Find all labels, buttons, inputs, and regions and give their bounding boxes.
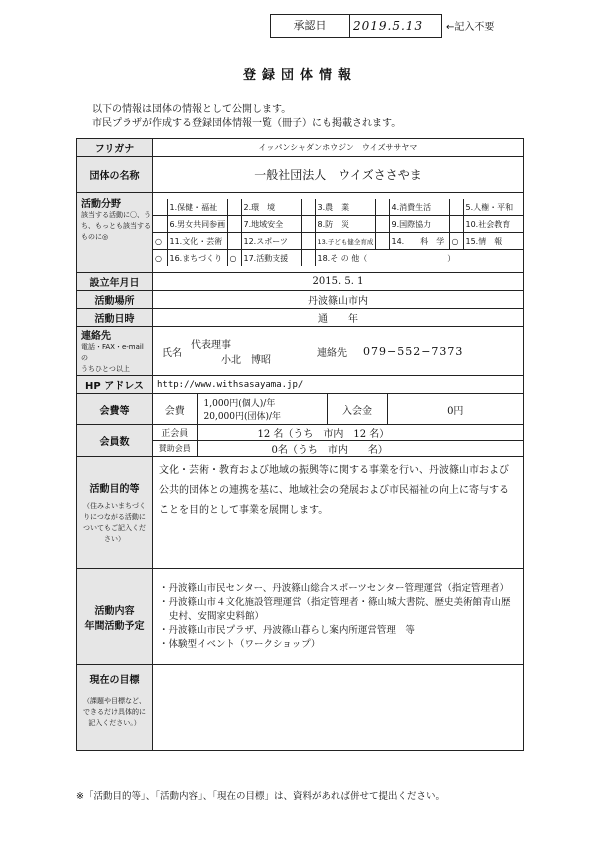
field-item: 2.環 境 <box>241 199 301 216</box>
founded-label: 設立年月日 <box>77 273 153 291</box>
contact-role: 代表理事 <box>191 340 231 351</box>
field-item: 12.スポーツ <box>241 233 301 250</box>
field-mark <box>449 216 463 233</box>
contact-label: 連絡先 <box>81 331 111 342</box>
activity-item: ・丹波篠山市民プラザ、丹波篠山暮らし案内所運営管理 等 <box>159 624 415 636</box>
intro-line-1: 以下の情報は団体の情報として公開します。 <box>92 104 292 115</box>
intro-line-2: 市民プラザが作成する登録団体情報一覧（冊子）にも掲載されます。 <box>92 118 402 129</box>
hp-value[interactable]: http://www.withsasayama.jp/ <box>153 376 524 394</box>
field-item: 14. 科 学 <box>389 233 449 250</box>
field-item: 10.社会教育 <box>463 216 523 233</box>
field-mark <box>301 233 315 250</box>
entry-fee-value: 0円 <box>447 405 464 417</box>
approval-note: ←記入不要 <box>446 22 495 33</box>
fee-line-1: 1,000円(個人)/年 <box>203 399 276 409</box>
activities-list <box>153 580 523 654</box>
founded-value: 2015. 5. 1 <box>153 273 524 291</box>
field-mark <box>153 199 167 216</box>
footnote: ※「活動目的等」、「活動内容」、「現在の目標」は、資料があれば併せて提出ください。 <box>76 791 445 802</box>
fee-line-2: 20,000円(団体)/年 <box>203 412 282 422</box>
field-mark <box>227 199 241 216</box>
field-item: 7.地域安全 <box>241 216 301 233</box>
field-item: 3.農 業 <box>315 199 375 216</box>
name-label: 団体の名称 <box>77 157 153 193</box>
purpose-note: （住みよいまちづくりにつながる活動についてもご記入ください） <box>83 502 146 543</box>
field-mark: ○ <box>153 233 167 250</box>
schedule-value: 通 年 <box>153 309 524 327</box>
goal-note: （課題や目標など、できるだけ具体的に記入ください。） <box>83 697 146 727</box>
furigana-value: イッパンシャダンホウジン ウイズササヤマ <box>153 139 524 157</box>
field-item: 15.情 報 <box>463 233 523 250</box>
activity-item: ・丹波篠山市４文化施設管理運営（指定管理者・篠山城大書院、歴史美術館青山歴史村、安間家史料館） <box>159 596 511 622</box>
activity-item: ・体験型イベント（ワークショップ） <box>159 638 321 650</box>
field-item: 16.まちづくり <box>167 250 227 267</box>
contact-tel-label: 連絡先 <box>317 347 347 359</box>
approval-label: 承認日 <box>271 15 350 37</box>
hp-label: HP アドレス <box>77 376 153 394</box>
regular-member-label: 正会員 <box>153 425 197 441</box>
page-title: 登録団体情報 <box>242 68 357 83</box>
contact-name-label: 氏名 <box>162 347 182 359</box>
entry-fee-label: 入会金 <box>327 394 387 424</box>
field-mark <box>153 216 167 233</box>
name-value: 一般社団法人 ウイズささやま <box>153 157 524 193</box>
regular-member-value: 12 名（うち 市内 12 名） <box>197 425 523 441</box>
support-member-label: 賛助会員 <box>153 441 197 457</box>
field-item: 1.保健・福祉 <box>167 199 227 216</box>
field-item: 5.人権・平和 <box>463 199 523 216</box>
approval-date: 2019.5.13 <box>353 19 424 33</box>
field-item: 13.子ども健全育成 <box>315 233 375 250</box>
registration-form <box>76 138 524 751</box>
field-item: 9.国際協力 <box>389 216 449 233</box>
contact-note-1: 電話・FAX・e-mail の <box>81 343 144 362</box>
contact-person: 小北 博昭 <box>221 355 271 366</box>
field-mark <box>301 199 315 216</box>
fields-label: 活動分野 <box>81 199 121 210</box>
approval-box <box>270 14 442 38</box>
contact-tel: 079−552−7373 <box>363 344 464 358</box>
field-mark: ○ <box>449 233 463 250</box>
activity-fields-grid <box>153 199 523 266</box>
activities-label-2: 年間活動予定 <box>84 620 145 632</box>
place-label: 活動場所 <box>77 291 153 309</box>
schedule-label: 活動日時 <box>77 309 153 327</box>
contact-note-2: うちひとつ以上 <box>81 365 130 373</box>
field-item: 4.消費生活 <box>389 199 449 216</box>
field-mark <box>375 233 389 250</box>
fee-label: 会費等 <box>77 394 153 425</box>
field-item: 8.防 災 <box>315 216 375 233</box>
fee-sub-label: 会費 <box>153 394 197 424</box>
activities-label-1: 活動内容 <box>94 605 135 617</box>
purpose-label: 活動目的等 <box>89 484 140 495</box>
field-mark <box>375 199 389 216</box>
support-member-value: 0名（うち 市内 名） <box>271 445 388 456</box>
field-mark <box>227 216 241 233</box>
place-value: 丹波篠山市内 <box>153 291 524 309</box>
field-mark <box>301 216 315 233</box>
field-mark <box>301 250 315 267</box>
field-item: 17.活動支援 <box>241 250 301 267</box>
field-mark <box>375 216 389 233</box>
purpose-text: 文化・芸術・教育および地域の振興等に関する事業を行い、丹波篠山市および公共的団体との連携を基に、地域社会の発展および市民福祉の向上に寄与することを目的として事業を展開します。 <box>153 457 524 569</box>
field-item: 6.男女共同参画 <box>167 216 227 233</box>
field-mark: ○ <box>227 250 241 267</box>
fields-note: 該当する活動に〇、うち、もっとも該当するものに◎ <box>81 211 151 241</box>
field-mark: ○ <box>153 250 167 267</box>
goal-value <box>153 665 524 751</box>
field-item: 11.文化・芸術 <box>167 233 227 250</box>
field-mark <box>227 233 241 250</box>
furigana-label: フリガナ <box>77 139 153 157</box>
field-mark <box>449 199 463 216</box>
members-label: 会員数 <box>77 425 153 457</box>
activity-item: ・丹波篠山市民センター、丹波篠山総合スポーツセンター管理運営（指定管理者） <box>159 582 509 594</box>
goal-label: 現在の目標 <box>89 675 140 686</box>
field-item: 18.そ の 他（ ） <box>315 250 523 267</box>
